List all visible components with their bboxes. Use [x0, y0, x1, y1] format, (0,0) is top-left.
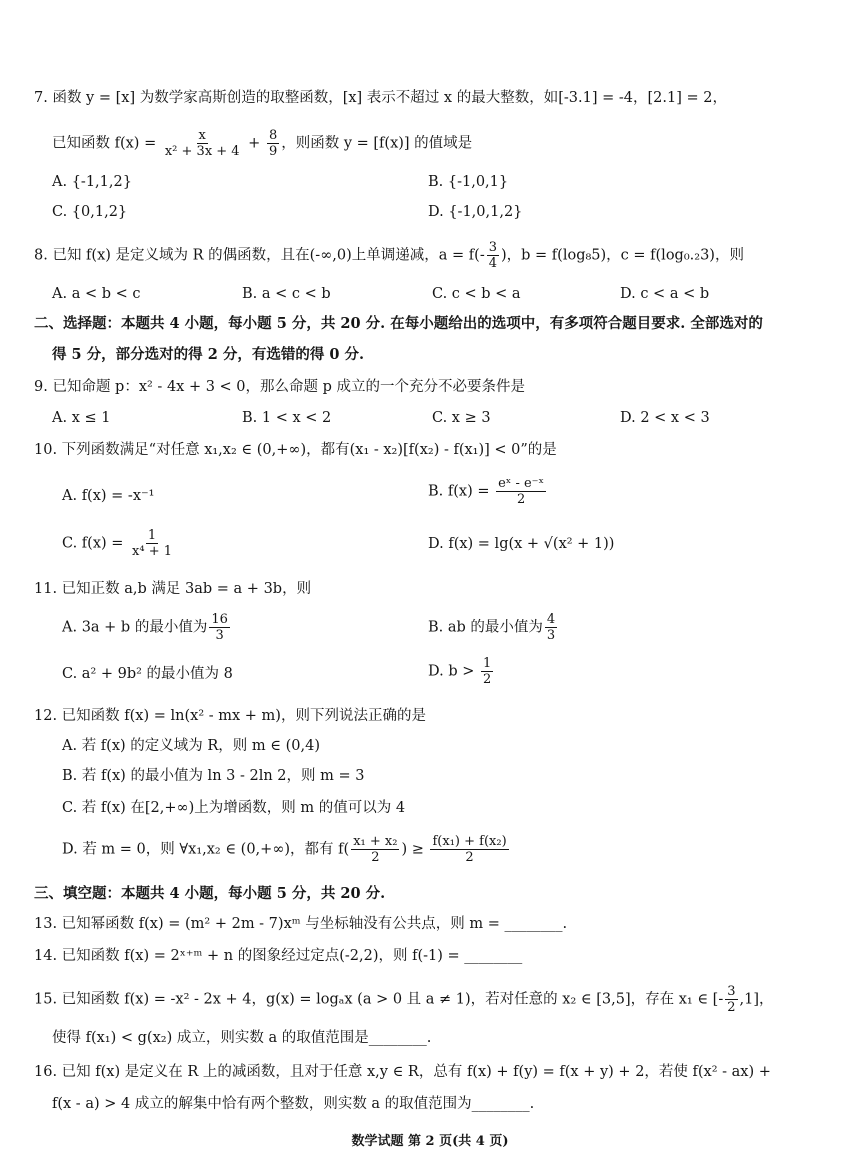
q11-d-fraction	[481, 656, 493, 687]
q12-option-a: A. 若 f(x) 的定义域为 R，则 m ∈ (0,4)	[62, 738, 320, 754]
q7-option-c: C. {0,1,2}	[52, 204, 128, 220]
q16-stem-line2: f(x - a) > 4 成立的解集中恰有两个整数，则实数 a 的取值范围为________.	[52, 1096, 535, 1112]
q12-d-frac1-numerator: x₁ + x₂	[353, 834, 398, 849]
q11-stem: 11. 已知正数 a,b 满足 3ab = a + 3b，则	[34, 581, 312, 597]
q11-d-numerator: 1	[482, 656, 492, 671]
q8-option-c: C. c < b < a	[432, 286, 521, 302]
q7-plus: +	[243, 135, 265, 152]
q10-b-fraction	[496, 476, 546, 507]
q7-option-d: D. {-1,0,1,2}	[428, 204, 523, 220]
q11-b-fraction	[545, 612, 557, 643]
q11-b-numerator: 4	[546, 612, 556, 627]
q12-stem: 12. 已知函数 f(x) = ln(x² - mx + m)，则下列说法正确的是	[34, 708, 426, 724]
q12-option-b: B. 若 f(x) 的最小值为 ln 3 - 2ln 2，则 m = 3	[62, 768, 365, 784]
q12-d-text-mid: ) ≥	[401, 841, 429, 858]
q8-stem	[34, 240, 834, 271]
q11-a-denominator: 3	[215, 628, 224, 643]
q11-a-text: A. 3a + b 的最小值为	[62, 619, 208, 636]
q12-d-frac2-numerator: f(x₁) + f(x₂)	[432, 834, 507, 849]
q10-option-c	[62, 528, 176, 559]
q12-d-fraction-1	[351, 834, 399, 865]
q8-frac-denominator: 4	[488, 256, 497, 271]
q10-option-b	[428, 476, 548, 507]
q11-d-denominator: 2	[482, 672, 492, 687]
q8-text-pre: 8. 已知 f(x) 是定义域为 R 的偶函数，且在(-∞,0)上单调递减，a = f(-	[34, 247, 485, 264]
q9-option-a: A. x ≤ 1	[52, 410, 111, 426]
q12-d-frac2-denominator: 2	[465, 850, 474, 865]
q10-b-text: B. f(x) =	[428, 483, 495, 500]
q12-d-fraction-2	[430, 834, 508, 865]
q8-option-a: A. a < b < c	[52, 286, 141, 302]
q11-b-denominator: 3	[546, 628, 556, 643]
q11-option-d	[428, 656, 495, 687]
q8-frac-numerator: 3	[488, 240, 497, 255]
q9-option-c: C. x ≥ 3	[432, 410, 491, 426]
section-2-heading-line1: 二、选择题：本题共 4 小题，每小题 5 分，共 20 分. 在每小题给出的选项中，有多项符合题目要求. 全部选对的	[34, 315, 763, 332]
q11-b-text: B. ab 的最小值为	[428, 619, 543, 636]
q10-c-numerator: 1	[147, 528, 157, 543]
q14-stem: 14. 已知函数 f(x) = 2ˣ⁺ᵐ + n 的图象经过定点(-2,2)，则 f(-1) = ________	[34, 948, 523, 964]
page-footer: 数学试题 第 2 页(共 4 页)	[351, 1134, 509, 1149]
q9-option-b: B. 1 < x < 2	[242, 410, 332, 426]
q16-stem-line1: 16. 已知 f(x) 是定义在 R 上的减函数，且对于任意 x,y ∈ R，总有 f(x) + f(y) = f(x + y) + 2，若使 f(x² - ax) +	[34, 1064, 771, 1080]
section-3-heading: 三、填空题：本题共 4 小题，每小题 5 分，共 20 分.	[34, 885, 386, 902]
q7-option-b: B. {-1,0,1}	[428, 174, 509, 190]
q9-option-d: D. 2 < x < 3	[620, 410, 710, 426]
q7-option-a: A. {-1,1,2}	[52, 174, 132, 190]
q15-stem-line2: 使得 f(x₁) < g(x₂) 成立，则实数 a 的取值范围是________.	[52, 1030, 432, 1046]
q7-stem-line2	[52, 128, 852, 159]
q15-frac-numerator: 3	[727, 984, 736, 999]
q15-text-post: ,1]，	[739, 991, 774, 1008]
q11-option-b	[428, 612, 559, 643]
q15-stem-line1	[34, 984, 834, 1015]
q15-frac-denominator: 2	[727, 1000, 736, 1015]
q7-fraction-2	[267, 128, 279, 159]
q9-stem: 9. 已知命题 p：x² - 4x + 3 < 0，那么命题 p 成立的一个充分不必要条件是	[34, 379, 526, 395]
q8-option-d: D. c < a < b	[620, 286, 710, 302]
q11-d-text: D. b >	[428, 663, 479, 680]
q10-c-denominator: x⁴ + 1	[132, 544, 173, 559]
q15-text-pre: 15. 已知函数 f(x) = -x² - 2x + 4，g(x) = logₐx (a > 0 且 a ≠ 1)，若对任意的 x₂ ∈ [3,5]，存在 x₁ ∈ [-	[34, 991, 724, 1008]
q10-c-fraction	[130, 528, 174, 559]
q7-stem-line1: 7. 函数 y = [x] 为数学家高斯创造的取整函数，[x] 表示不超过 x 的最大整数，如[-3.1] = -4，[2.1] = 2，	[34, 90, 727, 106]
q10-c-text: C. f(x) =	[62, 535, 129, 552]
q7-text-post: ，则函数 y = [f(x)] 的值域是	[281, 135, 473, 152]
section-2-heading-line2: 得 5 分，部分选对的得 2 分，有选错的得 0 分.	[52, 346, 365, 363]
q12-d-frac1-denominator: 2	[371, 850, 380, 865]
q10-b-denominator: 2	[516, 492, 526, 507]
q8-option-b: B. a < c < b	[242, 286, 331, 302]
q11-a-numerator: 16	[211, 612, 228, 627]
q7-frac2-numerator: 8	[268, 128, 278, 143]
q8-fraction	[487, 240, 499, 271]
q11-a-fraction	[209, 612, 230, 643]
q12-option-c: C. 若 f(x) 在[2,+∞)上为增函数，则 m 的值可以为 4	[62, 800, 406, 816]
q10-option-a: A. f(x) = -x⁻¹	[62, 488, 155, 504]
q7-fraction-1	[163, 128, 242, 159]
q10-stem: 10. 下列函数满足“对任意 x₁,x₂ ∈ (0,+∞)，都有(x₁ - x₂)[f(x₂) - f(x₁)] < 0”的是	[34, 442, 557, 458]
q11-option-c: C. a² + 9b² 的最小值为 8	[62, 666, 233, 682]
q12-option-d	[62, 834, 511, 865]
q13-stem: 13. 已知幂函数 f(x) = (m² + 2m - 7)xᵐ 与坐标轴没有公共点，则 m = ________.	[34, 916, 568, 932]
q12-d-text-pre: D. 若 m = 0，则 ∀x₁,x₂ ∈ (0,+∞)，都有 f(	[62, 841, 350, 858]
q7-frac1-numerator: x	[198, 128, 206, 143]
q7-text-pre: 已知函数 f(x) =	[52, 135, 161, 152]
q7-frac2-denominator: 9	[268, 144, 278, 159]
q8-text-post: )，b = f(log₈5)，c = f(log₀.₂3)，则	[501, 247, 744, 264]
q10-b-numerator: eˣ - e⁻ˣ	[498, 476, 545, 491]
q11-option-a	[62, 612, 232, 643]
q7-frac1-denominator: x² + 3x + 4	[164, 144, 240, 159]
q10-option-d: D. f(x) = lg(x + √(x² + 1))	[428, 536, 615, 552]
q15-fraction	[725, 984, 737, 1015]
